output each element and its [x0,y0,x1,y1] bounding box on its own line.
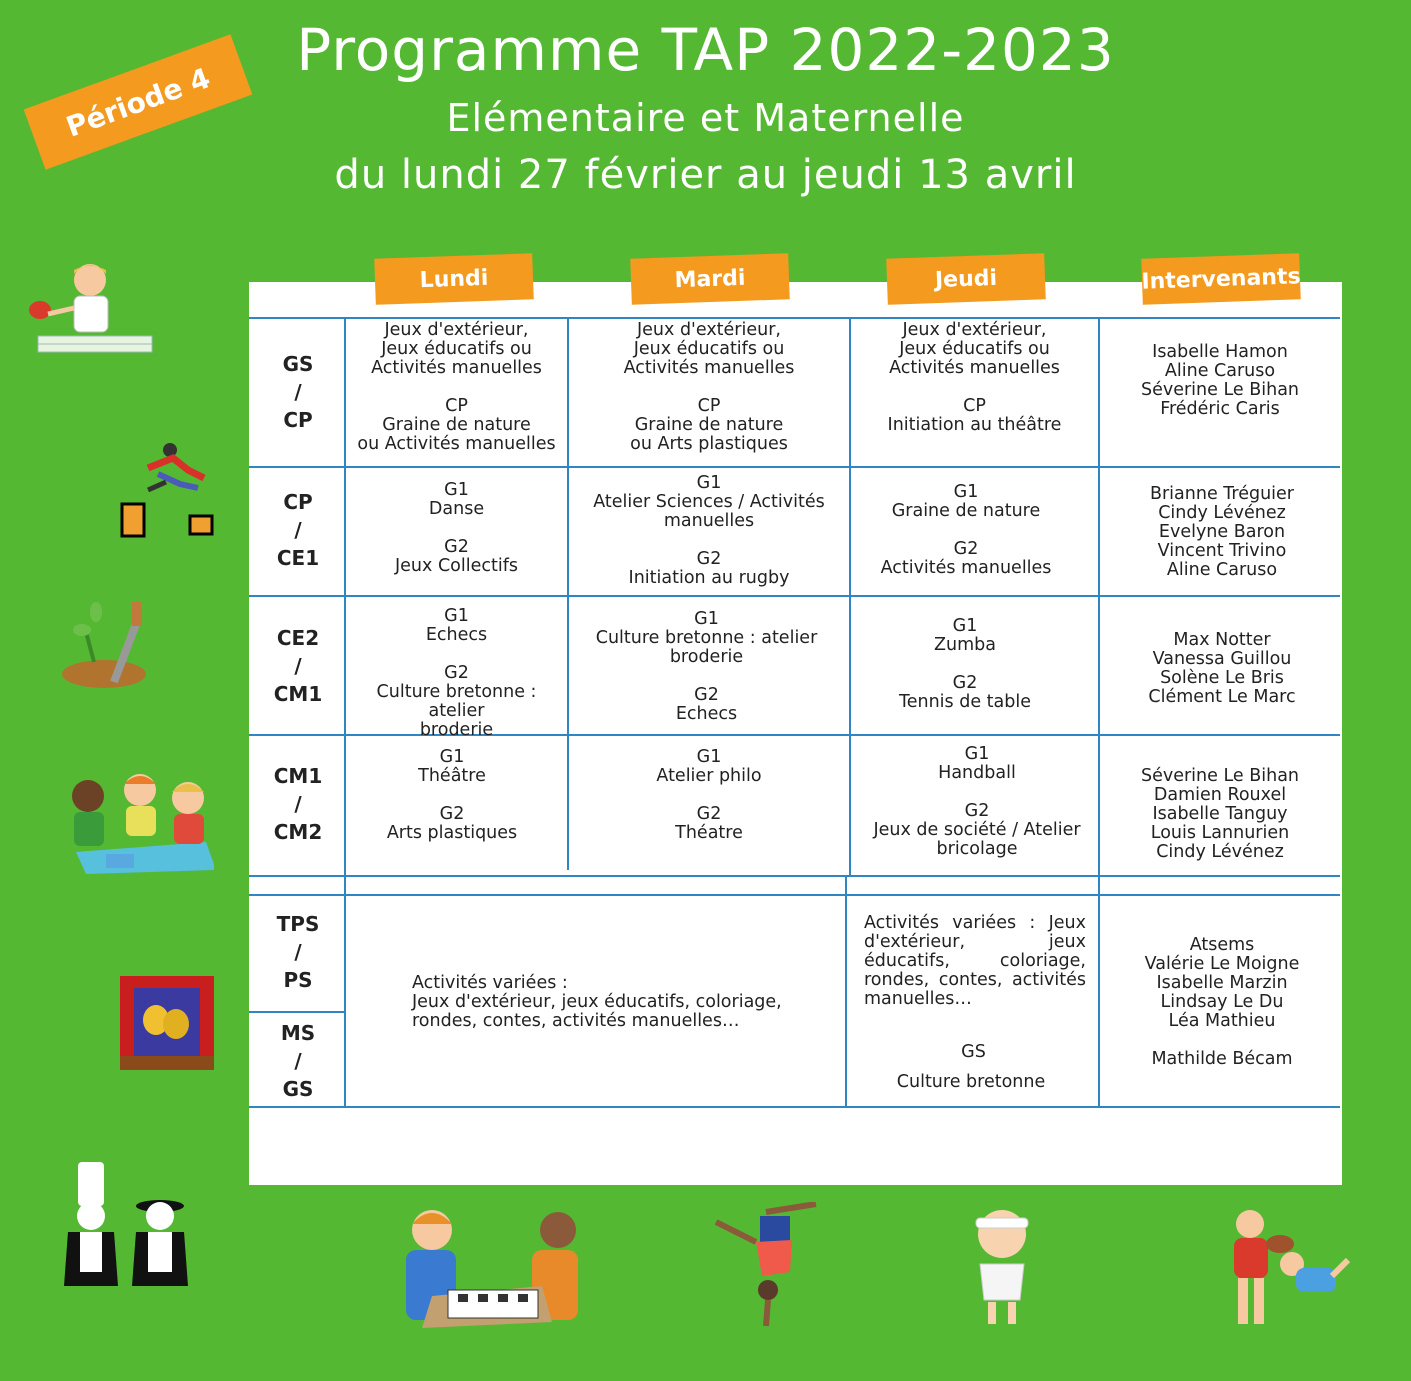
level-label: MS / GS [280,1021,316,1101]
gs-label: GS [961,1042,986,1062]
intervenants-cell: Isabelle Hamon Aline Caruso Séverine Le Bihan Frédéric Caris [1140,342,1300,419]
maternelle-jeudi-activities: Activités variées : Jeux d'extérieur, jeux éducatifs, coloriage, rondes, contes, activités manuelles… [864,913,1086,1009]
level-label: CP / CE1 [276,490,320,570]
header-jeudi: Jeudi [886,253,1046,304]
parkour-kid-icon [118,440,218,540]
breton-figures-icon [60,1162,196,1294]
grid-line [249,317,1340,319]
theatre-masks-icon [120,976,214,1070]
plant-shovel-icon [56,596,152,691]
header-mardi: Mardi [630,253,790,304]
header-lundi: Lundi [374,253,534,304]
grid-line [845,875,847,1108]
page-subtitle: Elémentaire et Maternelle [446,96,965,140]
level-label: CM1 / CM2 [273,764,323,844]
page-title: Programme TAP 2022-2023 [296,16,1115,84]
gs-activity: Culture bretonne [896,1072,1046,1092]
breakdance-icon [706,1202,822,1330]
level-label: TPS / PS [276,912,320,992]
puzzle-kids-icon [66,770,214,874]
grid-line [249,875,1340,877]
grid-line [249,466,1340,468]
grid-line [249,1106,1340,1108]
intervenants-cell: Atsems Valérie Le Moigne Isabelle Marzin Lindsay Le Du Léa Mathieu Mathilde Bécam [1144,935,1300,1069]
grid-line [249,595,1340,597]
activity-cell: Jeux d'extérieur, Jeux éducatifs ou Activités manuelles CP Graine de nature ou Arts plastiques [623,320,795,454]
periode-badge: Période 4 [24,34,253,169]
rugby-kids-icon [1222,1204,1350,1332]
activity-cell: G1 Handball G2 Jeux de société / Atelier bricolage [873,744,1081,859]
activity-cell: G1 Culture bretonne : atelier broderie G2 Echecs [595,609,818,724]
activity-cell: Jeux d'extérieur, Jeux éducatifs ou Activités manuelles CP Graine de nature ou Activités manuelles [357,320,556,454]
maternelle-activities: Activités variées : Jeux d'extérieur, jeux éducatifs, coloriage, rondes, contes, activités manuelles… [412,973,782,1031]
activity-cell: G1 Graine de nature G2 Activités manuelles [880,482,1052,578]
grid-line [249,894,1340,896]
activity-cell: G1 Zumba G2 Tennis de table [899,616,1031,712]
zumba-girl-icon [966,1206,1038,1328]
grid-line [249,1011,345,1013]
activity-cell: G1 Danse G2 Jeux Collectifs [395,480,518,576]
activity-cell: G1 Théâtre G2 Arts plastiques [386,747,518,843]
level-label: CE2 / CM1 [273,626,323,706]
activity-cell: G1 Atelier Sciences / Activités manuelles G2 Initiation au rugby [593,473,825,588]
intervenants-cell: Séverine Le Bihan Damien Rouxel Isabelle Tanguy Louis Lannurien Cindy Lévénez [1140,766,1300,862]
chess-kids-icon [392,1206,584,1332]
intervenants-cell: Max Notter Vanessa Guillou Solène Le Bris Clément Le Marc [1148,630,1296,707]
header-intervenants: Intervenants [1141,253,1301,304]
level-label: GS / CP [282,352,314,432]
activity-cell: G1 Atelier philo G2 Théatre [656,747,762,843]
date-range: du lundi 27 février au jeudi 13 avril [334,152,1077,198]
ping-pong-kid-icon [28,258,156,376]
intervenants-cell: Brianne Tréguier Cindy Lévénez Evelyne Baron Vincent Trivino Aline Caruso [1149,484,1295,580]
activity-cell: Jeux d'extérieur, Jeux éducatifs ou Activités manuelles CP Initiation au théâtre [887,320,1062,435]
activity-cell: G1 Echecs G2 Culture bretonne : atelier broderie [376,606,537,740]
